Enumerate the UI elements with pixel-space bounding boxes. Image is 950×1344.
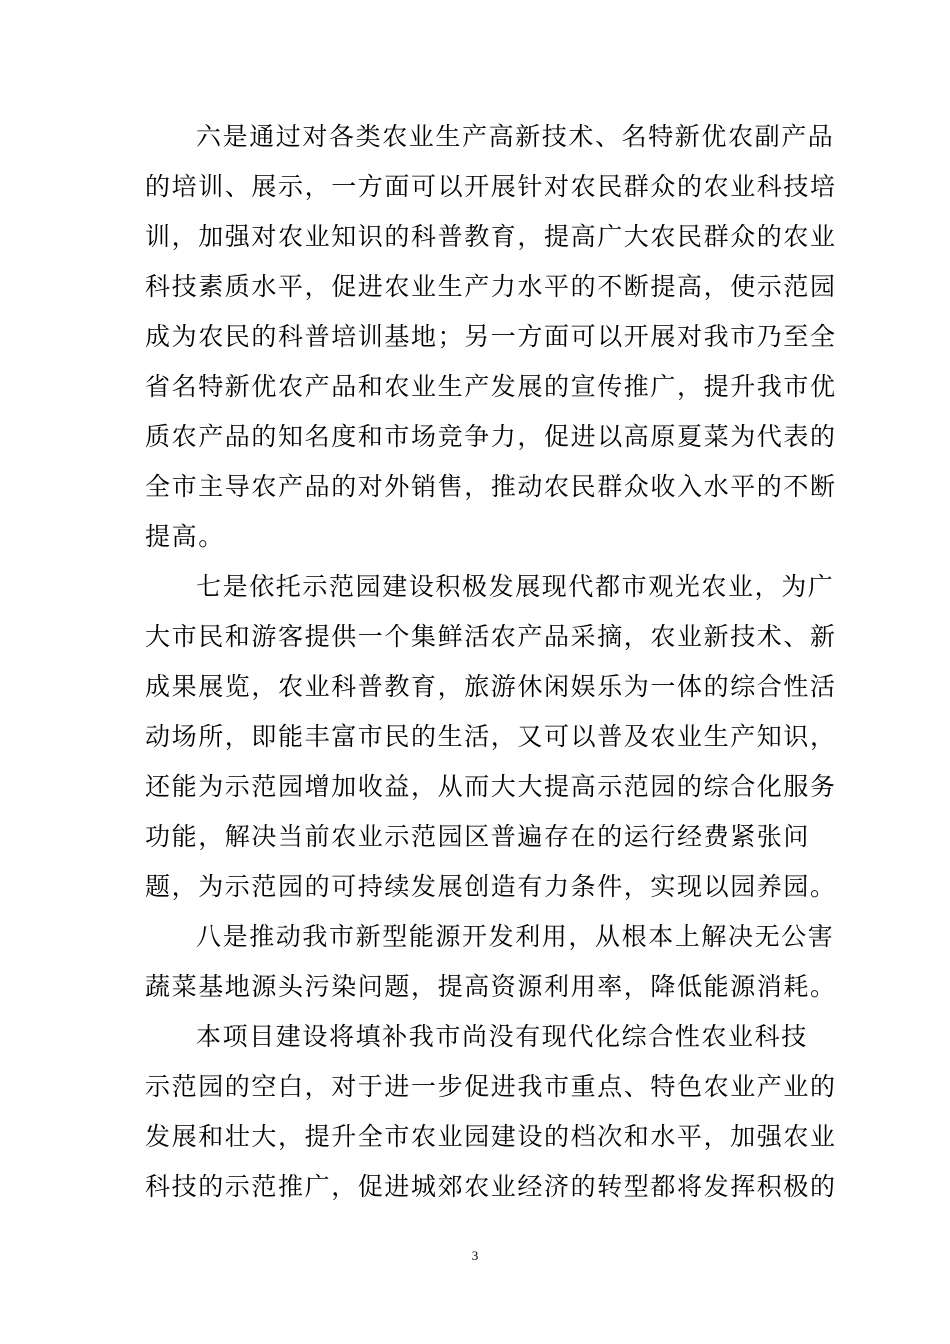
- text-line: 动场所，即能丰富市民的生活，又可以普及农业生产知识，: [145, 722, 837, 751]
- text-line: 八是推动我市新型能源开发利用，从根本上解决无公害: [196, 922, 835, 951]
- text-line: 科技素质水平，促进农业生产力水平的不断提高，使示范园: [145, 272, 837, 301]
- text-line: 的培训、展示，一方面可以开展针对农民群众的农业科技培: [145, 172, 837, 201]
- text-line: 题，为示范园的可持续发展创造有力条件，实现以园养园。: [145, 872, 837, 901]
- text-line: 成为农民的科普培训基地；另一方面可以开展对我市乃至全: [145, 322, 837, 351]
- text-line: 质农产品的知名度和市场竞争力，促进以高原夏菜为代表的: [145, 422, 837, 451]
- text-line: 还能为示范园增加收益，从而大大提高示范园的综合化服务: [145, 772, 837, 801]
- text-line: 训，加强对农业知识的科普教育，提高广大农民群众的农业: [145, 222, 837, 251]
- text-line: 大市民和游客提供一个集鲜活农产品采摘，农业新技术、新: [145, 622, 837, 651]
- text-line: 本项目建设将填补我市尚没有现代化综合性农业科技: [196, 1022, 808, 1051]
- text-line: 蔬菜基地源头污染问题，提高资源利用率，降低能源消耗。: [145, 972, 837, 1001]
- text-line: 全市主导农产品的对外销售，推动农民群众收入水平的不断: [145, 472, 837, 501]
- text-line: 七是依托示范园建设积极发展现代都市观光农业，为广: [196, 572, 835, 601]
- text-line: 省名特新优农产品和农业生产发展的宣传推广，提升我市优: [145, 372, 837, 401]
- text-line: 发展和壮大，提升全市农业园建设的档次和水平，加强农业: [145, 1122, 837, 1151]
- text-line: 提高。: [145, 522, 225, 551]
- text-line: 科技的示范推广，促进城郊农业经济的转型都将发挥积极的: [145, 1172, 837, 1201]
- text-line: 功能，解决当前农业示范园区普遍存在的运行经费紧张问: [145, 822, 811, 851]
- text-line: 六是通过对各类农业生产高新技术、名特新优农副产品: [196, 122, 835, 151]
- page-number: 3: [471, 1248, 479, 1263]
- text-line: 成果展览，农业科普教育，旅游休闲娱乐为一体的综合性活: [145, 672, 837, 701]
- text-line: 示范园的空白，对于进一步促进我市重点、特色农业产业的: [145, 1072, 837, 1101]
